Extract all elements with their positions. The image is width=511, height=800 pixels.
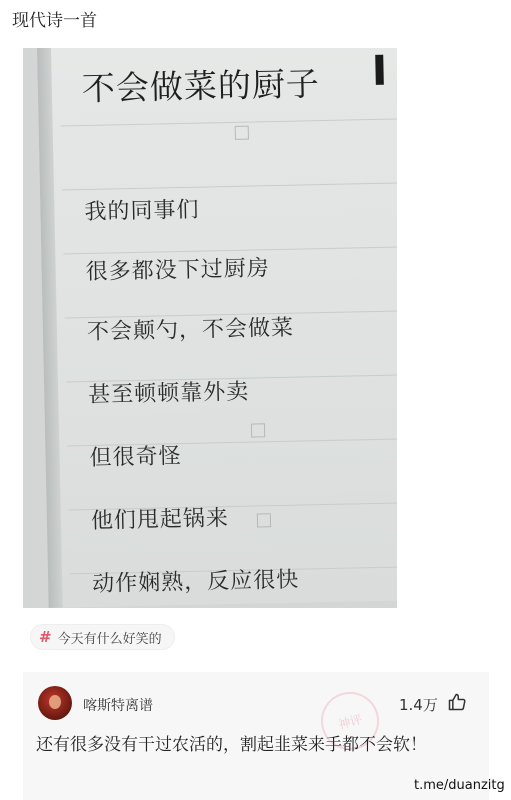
poem-line: 但很奇怪 xyxy=(89,444,182,471)
poem-line: 甚至顿顿靠外卖 xyxy=(88,379,250,408)
topic-tag[interactable] xyxy=(30,624,175,650)
checkbox-mark xyxy=(257,513,271,527)
comment-username[interactable]: 喀斯特离谱 xyxy=(83,698,153,714)
page-rule xyxy=(62,182,397,190)
checkbox-mark xyxy=(235,126,249,140)
poem-line: 他们甩起锅来 xyxy=(90,506,230,534)
poem-line: 动作娴熟，反应很快 xyxy=(91,567,300,597)
page-rule xyxy=(61,118,397,126)
poem-title: 不会做菜的厨子 xyxy=(81,64,321,109)
thumbs-up-icon[interactable] xyxy=(447,692,467,712)
title-bar-mark xyxy=(375,55,384,85)
watermark: t.me/duanzitg xyxy=(414,778,505,793)
avatar[interactable] xyxy=(38,686,72,720)
avatar-face xyxy=(49,695,61,709)
topic-tag-label: 今天有什么好笑的 xyxy=(57,631,162,647)
like-count: 1.4万 xyxy=(399,696,438,714)
checkbox-mark xyxy=(251,423,265,437)
poem-line: 很多都没下过厨房 xyxy=(85,256,270,286)
poem-line: 不会颠勺，不会做菜 xyxy=(86,315,295,346)
comment-text: 还有很多没有干过农活的，割起韭菜来手都不会软！ xyxy=(36,735,427,755)
poem-line: 我的同事们 xyxy=(84,197,200,226)
notebook-page xyxy=(37,48,397,608)
post-title: 现代诗一首 xyxy=(12,11,97,31)
poem-photo[interactable] xyxy=(23,48,397,608)
hashtag-icon: # xyxy=(39,628,52,646)
page-edge xyxy=(37,48,63,608)
god-comment-stamp: 神评 xyxy=(314,685,385,756)
